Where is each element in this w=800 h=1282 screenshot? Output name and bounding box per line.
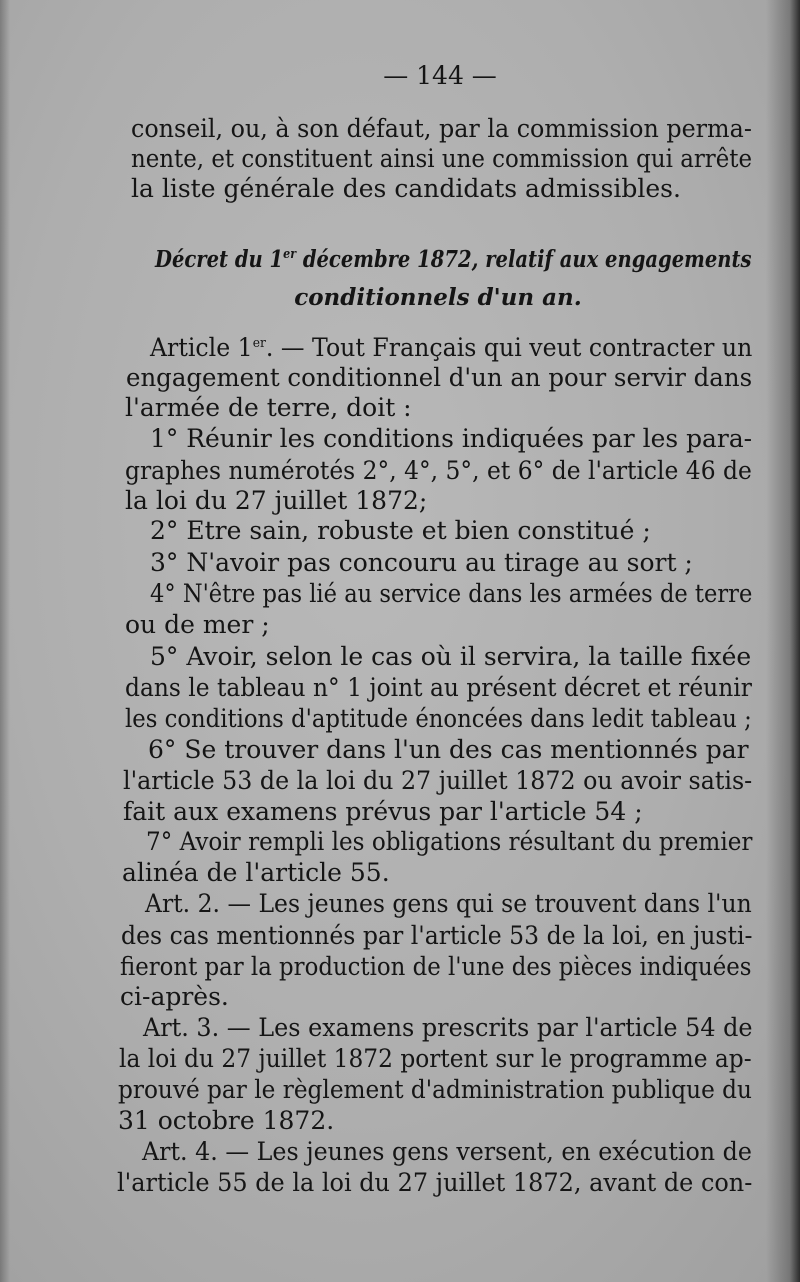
body-line-27: l'article 55 de la loi du 27 juillet 1872, avant de con- bbox=[117, 1168, 753, 1197]
article-1-label: Article 1 bbox=[150, 333, 253, 362]
article-1-sup: er bbox=[252, 336, 266, 351]
body-line-24: prouvé par le règlement d'administration publique du bbox=[118, 1075, 752, 1104]
body-line-7: 3° N'avoir pas concouru au tirage au sort ; bbox=[150, 548, 693, 577]
decree-heading-sup: er bbox=[283, 247, 297, 262]
body-line-2: l'armée de terre, doit : bbox=[125, 393, 412, 422]
body-line-18: Art. 2. — Les jeunes gens qui se trouvent dans l'un bbox=[145, 889, 752, 918]
body-line-5: la loi du 27 juillet 1872; bbox=[125, 486, 428, 515]
body-line-17: alinéa de l'article 55. bbox=[122, 858, 390, 887]
page-number: — 144 — bbox=[383, 61, 497, 90]
body-line-19: des cas mentionnés par l'article 53 de la loi, en justi- bbox=[121, 921, 753, 950]
decree-heading-line-1 bbox=[155, 245, 752, 275]
body-line-16: 7° Avoir rempli les obligations résultant du premier bbox=[146, 827, 753, 856]
decree-heading-rest: décembre 1872, relatif aux engagements bbox=[296, 246, 752, 273]
body-line-4: graphes numérotés 2°, 4°, 5°, et 6° de l'article 46 de bbox=[125, 456, 752, 485]
body-line-26: Art. 4. — Les jeunes gens versent, en exécution de bbox=[142, 1137, 752, 1166]
decree-heading-prefix: Décret du 1 bbox=[155, 246, 284, 273]
body-line-8: 4° N'être pas lié au service dans les armées de terre bbox=[150, 579, 753, 608]
body-line-9: ou de mer ; bbox=[125, 610, 270, 639]
body-line-1: engagement conditionnel d'un an pour servir dans bbox=[126, 363, 753, 392]
body-line-10: 5° Avoir, selon le cas où il servira, la taille fixée bbox=[150, 642, 752, 671]
body-line-12: les conditions d'aptitude énoncées dans ledit tableau ; bbox=[125, 704, 752, 733]
body-line-6: 2° Etre sain, robuste et bien constitué ; bbox=[150, 516, 651, 545]
body-line-3: 1° Réunir les conditions indiquées par les para- bbox=[150, 424, 753, 453]
body-line-11: dans le tableau n° 1 joint au présent décret et réunir bbox=[125, 673, 752, 702]
text-line-2: nente, et constituent ainsi une commission qui arrête bbox=[131, 144, 753, 173]
decree-heading-line-2: conditionnels d'un an. bbox=[294, 284, 582, 311]
text-line-1 bbox=[131, 114, 752, 144]
body-line-21: ci-après. bbox=[120, 982, 229, 1011]
body-line-20: fieront par la production de l'une des pièces indiquées bbox=[120, 952, 752, 981]
body-line-23: la loi du 27 juillet 1872 portent sur le programme ap- bbox=[119, 1044, 752, 1073]
body-line-13: 6° Se trouver dans l'un des cas mentionnés par bbox=[148, 735, 749, 764]
article-1-heading bbox=[150, 333, 752, 363]
body-line-15: fait aux examens prévus par l'article 54 ; bbox=[123, 797, 643, 826]
body-line-14: l'article 53 de la loi du 27 juillet 1872 ou avoir satis- bbox=[123, 766, 753, 795]
body-line-25: 31 octobre 1872. bbox=[118, 1106, 335, 1135]
text-line-1-content: conseil, ou, à son défaut, par la commission perma- bbox=[131, 114, 752, 143]
article-1-text: . — Tout Français qui veut contracter un bbox=[265, 333, 753, 362]
text-line-3: la liste générale des candidats admissibles. bbox=[131, 174, 681, 203]
body-line-22: Art. 3. — Les examens prescrits par l'article 54 de bbox=[143, 1013, 753, 1042]
